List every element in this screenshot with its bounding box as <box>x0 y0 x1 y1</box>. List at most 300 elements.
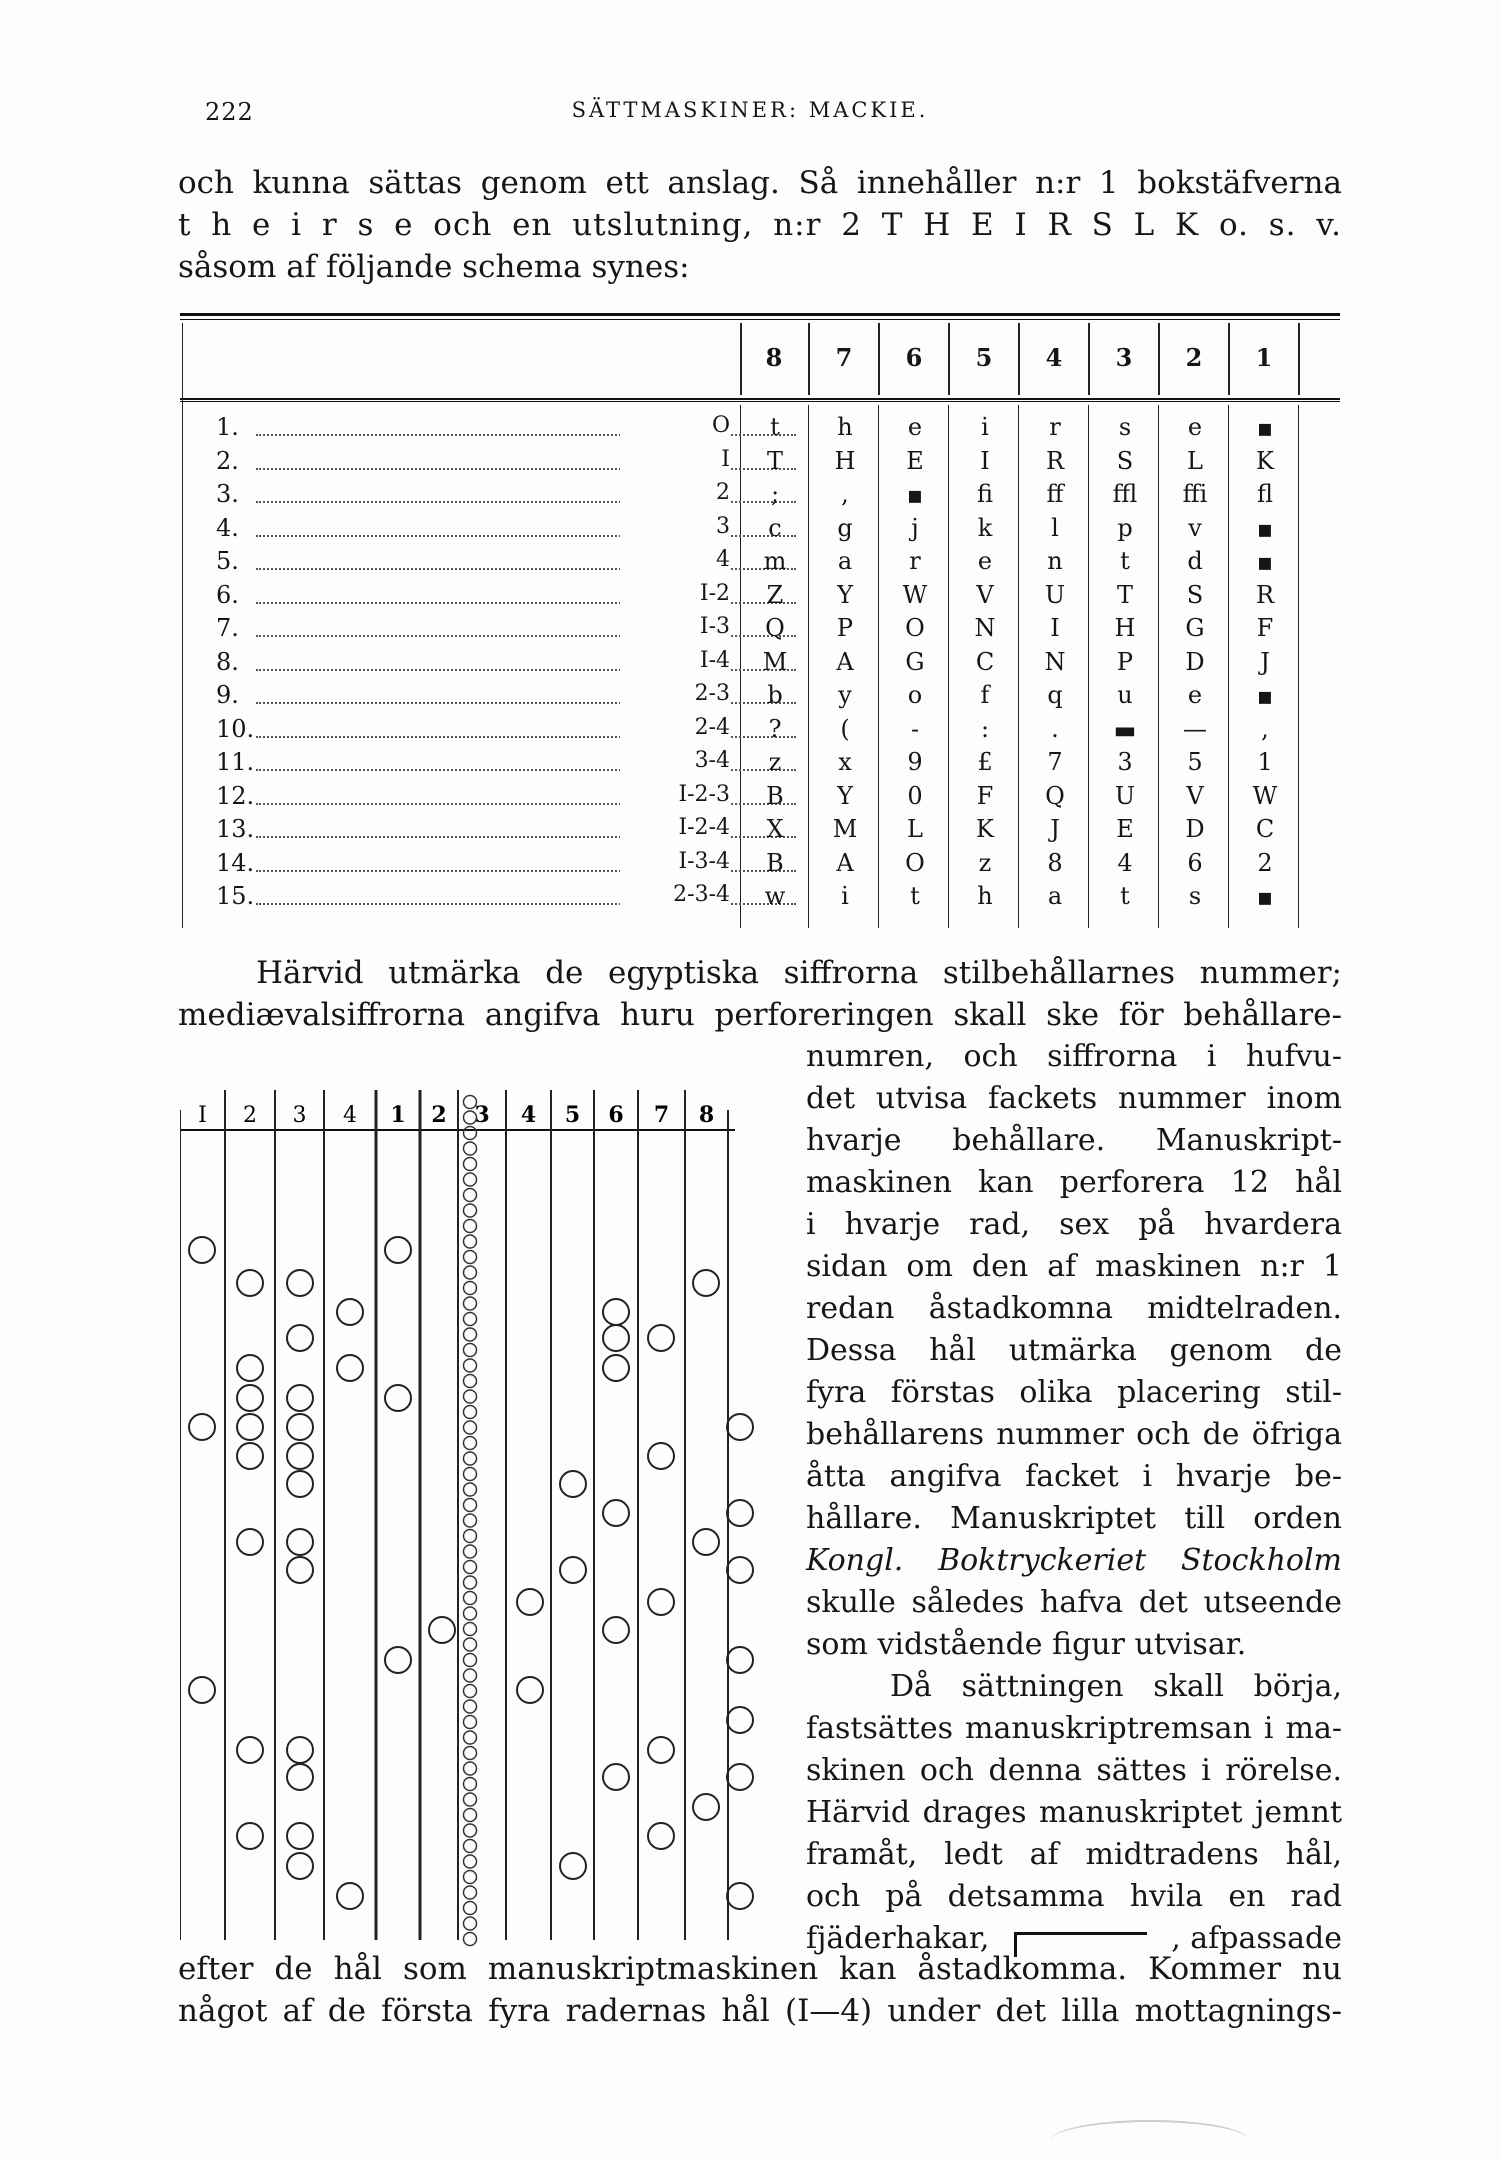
perforation-code: 3-4 <box>620 748 730 773</box>
table-cell: G <box>905 647 925 676</box>
table-cell: m <box>763 547 787 575</box>
table-column-header: 1 <box>1255 343 1273 372</box>
perforation-hole <box>385 1237 411 1263</box>
table-cell: 7 <box>1047 748 1063 776</box>
perforation-hole <box>693 1529 719 1555</box>
perforation-hole <box>517 1589 543 1615</box>
table-cell: i <box>841 882 849 910</box>
feed-hole <box>464 1840 477 1853</box>
table-cell: d <box>1187 547 1203 575</box>
table-cell: e <box>1187 413 1203 441</box>
side-line: skinen och denna sättes i rörelse. <box>806 1753 1342 1788</box>
feed-hole <box>464 1778 477 1791</box>
table-column-header: 2 <box>1185 343 1203 372</box>
table-cell: Q <box>1045 781 1065 810</box>
table-cell: s <box>1118 413 1132 441</box>
table-cell: P <box>836 614 854 642</box>
diagram-column-header: 7 <box>653 1102 670 1128</box>
table-cell: v <box>1188 513 1202 542</box>
row-number: 6. <box>216 580 239 609</box>
feed-hole <box>464 1359 477 1372</box>
feed-hole <box>464 1638 477 1651</box>
perforation-code: 2-3 <box>620 681 730 706</box>
feed-hole <box>464 1855 477 1868</box>
feed-hole <box>464 1468 477 1481</box>
table-row <box>180 748 1340 781</box>
diagram-column-header: 3 <box>474 1102 490 1128</box>
perforation-hole <box>727 1414 753 1440</box>
row-number: 11. <box>216 748 255 776</box>
table-cell: ffi <box>1182 480 1208 508</box>
feed-hole <box>464 1607 477 1620</box>
table-cell: R <box>1045 446 1065 475</box>
table-cell: y <box>838 681 852 709</box>
table-column-header: 6 <box>905 343 923 372</box>
side-line: och på detsamma hvila en rad <box>806 1879 1342 1914</box>
feed-hole <box>464 1731 477 1744</box>
feed-hole <box>464 1127 477 1140</box>
perforation-code: I-2 <box>620 581 730 606</box>
diagram-column-header: 8 <box>698 1102 715 1128</box>
table-cell: fl <box>1256 480 1273 508</box>
side-line: skulle således hafva det utseende <box>806 1585 1342 1620</box>
diagram-column-header: 1 <box>390 1102 406 1128</box>
perforation-code: I-2-4 <box>620 815 730 840</box>
table-cell: 1 <box>1257 748 1273 776</box>
table-column-header: 5 <box>975 343 993 372</box>
diagram-column-header: 2 <box>243 1103 257 1128</box>
table-column-header: 3 <box>1115 343 1133 372</box>
table-cell: . <box>1051 714 1059 743</box>
feed-hole <box>464 1499 477 1512</box>
feed-hole <box>464 1235 477 1248</box>
feed-hole <box>464 1220 477 1233</box>
table-cell: B <box>766 848 784 877</box>
table-cell: ▪ <box>906 480 924 509</box>
table-cell: 8 <box>1047 848 1063 877</box>
table-cell: r <box>1049 413 1061 441</box>
perforation-hole <box>237 1737 263 1763</box>
diagram-column-header: 4 <box>343 1103 357 1128</box>
table-cell: Z <box>766 580 784 609</box>
table-cell: fi <box>976 480 993 508</box>
row-number: 10. <box>216 714 255 743</box>
table-cell: o <box>907 681 923 709</box>
perforation-hole <box>237 1529 263 1555</box>
table-cell: X <box>766 815 784 843</box>
perforation-hole <box>727 1764 753 1790</box>
table-cell: S <box>1116 446 1134 475</box>
table-cell: W <box>902 580 928 609</box>
table-cell: ▪ <box>1256 413 1274 442</box>
table-cell: , <box>1261 714 1269 743</box>
perforation-hole <box>727 1647 753 1673</box>
table-cell: e <box>977 547 993 575</box>
table-cell: V <box>1186 781 1204 810</box>
row-number: 7. <box>216 614 239 642</box>
feed-hole <box>464 1437 477 1450</box>
row-number: 9. <box>216 681 239 709</box>
perforation-code: I-2-3 <box>620 782 730 807</box>
table-cell: D <box>1185 647 1205 676</box>
table-column-header: 4 <box>1045 343 1063 372</box>
table-cell: K <box>1256 446 1274 475</box>
table-cell: D <box>1185 815 1205 843</box>
feed-hole <box>464 1204 477 1217</box>
row-number: 1. <box>216 413 239 441</box>
diagram-column-header: 3 <box>292 1103 307 1128</box>
table-row <box>180 849 1340 882</box>
table-cell: 6 <box>1187 848 1203 877</box>
intro-line: och kunna sättas genom ett anslag. Så innehåller n:r 1 bokstäfverna <box>178 165 1342 201</box>
perforation-hole <box>603 1325 629 1351</box>
table-column-header: 8 <box>765 343 783 372</box>
perforation-hole <box>560 1853 586 1879</box>
table-cell: O <box>905 848 925 877</box>
table-cell: C <box>1255 815 1275 843</box>
row-number: 13. <box>216 815 255 843</box>
table-cell: h <box>977 882 993 910</box>
body-line: Härvid utmärka de egyptiska siffrorna stilbehållarnes nummer; <box>256 955 1342 991</box>
body-paragraph-1 <box>178 952 1342 1036</box>
feed-hole <box>464 1824 477 1837</box>
table-row <box>180 480 1340 513</box>
side-line: fastsättes manuskriptremsan i ma- <box>806 1711 1342 1746</box>
table-cell: k <box>977 513 993 542</box>
table-cell: G <box>1185 614 1205 642</box>
feed-hole <box>464 1142 477 1155</box>
table-row <box>180 581 1340 614</box>
perforation-code: O <box>620 413 730 438</box>
table-cell: z <box>978 848 992 877</box>
table-cell: 4 <box>1117 848 1133 877</box>
perforation-hole <box>237 1270 263 1296</box>
table-cell: n <box>1047 547 1063 575</box>
perforation-hole <box>648 1325 674 1351</box>
feed-hole <box>464 1452 477 1465</box>
perforation-code: I-4 <box>620 648 730 673</box>
table-cell: F <box>1256 614 1274 642</box>
side-text-column <box>806 1036 1342 1960</box>
feed-hole <box>464 1576 477 1589</box>
table-cell: I <box>1050 614 1060 642</box>
table-cell: t <box>770 413 780 441</box>
letter-schema-table <box>180 313 1340 933</box>
feed-hole <box>464 1700 477 1713</box>
row-number: 15. <box>216 882 255 910</box>
diagram-column-header: I <box>198 1103 207 1128</box>
perforation-hole <box>727 1707 753 1733</box>
perforation-hole <box>385 1647 411 1673</box>
table-row <box>180 447 1340 480</box>
table-cell: ▪ <box>1256 681 1274 710</box>
table-cell: 3 <box>1117 748 1133 776</box>
diagram-column-header: 5 <box>564 1102 581 1128</box>
table-cell: E <box>1116 815 1134 843</box>
table-row <box>180 882 1340 915</box>
table-cell: ? <box>768 714 782 743</box>
perforation-hole <box>603 1299 629 1325</box>
table-cell: P <box>1116 647 1134 676</box>
perforation-hole <box>287 1853 313 1879</box>
perforation-hole <box>287 1385 313 1411</box>
feed-hole <box>464 1685 477 1698</box>
feed-hole <box>464 1375 477 1388</box>
perforation-hole <box>287 1443 313 1469</box>
table-cell: z <box>768 748 782 776</box>
row-number: 3. <box>216 480 239 508</box>
feed-hole <box>464 1390 477 1403</box>
table-cell: Q <box>765 614 785 642</box>
row-number: 4. <box>216 513 239 542</box>
perforation-code: I-3 <box>620 614 730 639</box>
manuscript-tape-diagram <box>180 1090 760 1950</box>
perforation-hole <box>603 1500 629 1526</box>
side-line-part: fjäderhakar, <box>806 1921 990 1957</box>
feed-hole <box>464 1654 477 1667</box>
side-line: framåt, ledt af midtradens hål, <box>806 1837 1342 1872</box>
table-cell: b <box>767 681 783 709</box>
side-line: Dessa hål utmärka genom de <box>806 1333 1342 1368</box>
table-cell: 2 <box>1257 848 1273 877</box>
feed-hole <box>464 1158 477 1171</box>
perforation-hole <box>429 1617 455 1643</box>
table-column-header: 7 <box>835 343 853 372</box>
feed-hole <box>464 1545 477 1558</box>
table-cell: a <box>837 547 853 575</box>
perforation-hole <box>237 1823 263 1849</box>
side-line: i hvarje rad, sex på hvardera <box>806 1207 1342 1242</box>
table-row <box>180 681 1340 714</box>
feed-hole <box>464 1173 477 1186</box>
side-line: maskinen kan perforera 12 hål <box>806 1165 1342 1200</box>
table-cell: ▪ <box>1256 882 1274 911</box>
page-number: 222 <box>205 98 254 126</box>
table-cell: ( <box>840 714 850 743</box>
table-cell: g <box>837 513 853 542</box>
side-line: redan åstadkomna midtelraden. <box>806 1291 1342 1326</box>
table-cell: T <box>1116 580 1133 609</box>
perforation-hole <box>287 1270 313 1296</box>
table-cell: T <box>766 446 783 475</box>
row-number: 8. <box>216 647 239 676</box>
table-cell: a <box>1047 882 1063 910</box>
feed-hole <box>464 1809 477 1822</box>
table-row <box>180 815 1340 848</box>
side-line: hvarje behållare. Manuskript- <box>806 1123 1342 1158</box>
row-number: 14. <box>216 848 255 877</box>
table-cell: W <box>1252 781 1278 810</box>
table-cell: 9 <box>907 748 923 776</box>
table-cell: r <box>909 547 921 575</box>
perforation-hole <box>560 1557 586 1583</box>
intro-line: t h e i r s e och en utslutning, n:r 2 T H E I R S L K o. s. v. <box>178 207 1342 243</box>
body-line: efter de hål som manuskriptmaskinen kan åstadkomma. Kommer nu <box>178 1951 1342 1987</box>
row-number: 12. <box>216 781 255 810</box>
side-line: behållarens nummer och de öfriga <box>806 1417 1342 1452</box>
side-line: det utvisa fackets nummer inom <box>806 1081 1342 1116</box>
table-cell: e <box>907 413 923 441</box>
perforation-code: I-3-4 <box>620 849 730 874</box>
table-cell: t <box>910 882 920 910</box>
table-cell: Y <box>837 580 853 609</box>
table-cell: q <box>1047 681 1063 709</box>
table-cell: h <box>837 413 853 441</box>
row-number: 2. <box>216 446 239 475</box>
feed-hole <box>464 1313 477 1326</box>
side-line: som vidstående figur utvisar. <box>806 1627 1247 1662</box>
perforation-hole <box>287 1557 313 1583</box>
feed-hole <box>464 1623 477 1636</box>
feed-hole <box>464 1716 477 1729</box>
side-line: fyra förstas olika placering stil- <box>806 1375 1342 1410</box>
table-cell: M <box>832 815 858 843</box>
perforation-hole <box>287 1325 313 1351</box>
table-cell: B <box>766 781 784 810</box>
intro-paragraph <box>178 162 1342 288</box>
table-cell: t <box>1120 547 1130 575</box>
table-cell: t <box>1120 882 1130 910</box>
perforation-hole <box>189 1677 215 1703</box>
table-cell: K <box>976 815 994 843</box>
perforation-hole <box>287 1471 313 1497</box>
table-cell: - <box>910 714 920 743</box>
feed-hole <box>464 1297 477 1310</box>
feed-hole <box>464 1530 477 1543</box>
feed-hole <box>464 1933 477 1946</box>
table-cell: p <box>1117 513 1133 542</box>
feed-hole <box>464 1561 477 1574</box>
perforation-hole <box>337 1883 363 1909</box>
perforation-hole <box>648 1823 674 1849</box>
table-row <box>180 514 1340 547</box>
table-cell: H <box>1114 614 1136 642</box>
perforation-hole <box>693 1794 719 1820</box>
perforation-hole <box>603 1617 629 1643</box>
perforation-hole <box>189 1237 215 1263</box>
table-cell: R <box>1255 580 1275 609</box>
side-line-part: , afpassade <box>1171 1921 1342 1957</box>
table-cell: C <box>975 647 995 676</box>
print-stain <box>1050 2120 1250 2162</box>
table-cell: ; <box>770 480 780 508</box>
table-cell: E <box>906 446 924 475</box>
feed-hole <box>464 1669 477 1682</box>
table-row <box>180 648 1340 681</box>
diagram-column-header: 6 <box>608 1102 624 1128</box>
table-row <box>180 614 1340 647</box>
feed-hole <box>464 1406 477 1419</box>
perforation-hole <box>237 1443 263 1469</box>
table-cell: £ <box>977 748 993 776</box>
perforation-hole <box>287 1414 313 1440</box>
feed-hole <box>464 1902 477 1915</box>
feed-hole <box>464 1793 477 1806</box>
table-cell: L <box>907 815 923 843</box>
perforation-hole <box>337 1355 363 1381</box>
perforation-code: 2 <box>620 480 730 505</box>
diagram-column-header: 4 <box>520 1102 537 1128</box>
feed-hole <box>464 1592 477 1605</box>
table-cell: Y <box>837 781 853 810</box>
table-cell: A <box>836 647 854 676</box>
table-cell: 0 <box>907 781 923 810</box>
perforation-hole <box>337 1299 363 1325</box>
table-cell: I <box>980 446 990 475</box>
table-cell: U <box>1044 580 1066 609</box>
feed-hole <box>464 1251 477 1264</box>
table-cell: J <box>1050 815 1060 843</box>
feed-hole <box>464 1762 477 1775</box>
table-cell: c <box>768 513 782 542</box>
table-cell: s <box>1188 882 1202 910</box>
perforation-hole <box>287 1823 313 1849</box>
table-cell: , <box>841 480 849 508</box>
perforation-hole <box>287 1529 313 1555</box>
table-cell: w <box>764 882 786 910</box>
body-line: mediævalsiffrorna angifva huru perforeringen skall ske för behållare- <box>178 997 1342 1033</box>
side-line: hållare. Manuskriptet till orden <box>806 1501 1342 1536</box>
feed-hole <box>464 1514 477 1527</box>
side-line: åtta angifva facket i hvarje be- <box>806 1459 1342 1494</box>
perforation-hole <box>693 1270 719 1296</box>
feed-hole <box>464 1483 477 1496</box>
perforation-hole <box>727 1883 753 1909</box>
perforation-hole <box>648 1737 674 1763</box>
running-head: SÄTTMASKINER: MACKIE. <box>571 98 929 122</box>
perforation-hole <box>727 1500 753 1526</box>
row-number: 5. <box>216 547 239 575</box>
perforation-hole <box>287 1737 313 1763</box>
side-line: numren, och siffrorna i hufvu- <box>806 1039 1342 1074</box>
table-cell: l <box>1051 513 1059 542</box>
table-cell: L <box>1187 446 1203 475</box>
table-cell: ffl <box>1112 480 1138 508</box>
intro-line: såsom af följande schema synes: <box>178 249 690 285</box>
perforation-code: 2-3-4 <box>620 882 730 907</box>
perforation-hole <box>237 1385 263 1411</box>
table-cell: i <box>981 413 989 441</box>
table-cell: ▪ <box>1256 547 1274 576</box>
perforation-code: 3 <box>620 514 730 539</box>
table-row <box>180 782 1340 815</box>
table-row <box>180 715 1340 748</box>
feed-hole <box>464 1917 477 1930</box>
side-line: Då sättningen skall börja, <box>890 1669 1342 1704</box>
table-cell: : <box>980 714 990 743</box>
perforation-hole <box>560 1471 586 1497</box>
perforation-code: 4 <box>620 547 730 572</box>
diagram-column-header: 2 <box>431 1102 447 1128</box>
perforation-hole <box>189 1414 215 1440</box>
table-cell: J <box>1260 647 1270 676</box>
body-line: något af de första fyra radernas hål (I—4) under det lilla mottagnings- <box>178 1993 1342 2029</box>
table-cell: V <box>976 580 994 609</box>
perforation-code: I <box>620 447 730 472</box>
feed-hole <box>464 1871 477 1884</box>
perforation-hole <box>648 1443 674 1469</box>
table-row <box>180 413 1340 446</box>
table-cell: N <box>974 614 996 642</box>
feed-hole <box>464 1266 477 1279</box>
feed-hole <box>464 1344 477 1357</box>
table-cell: — <box>1183 714 1207 743</box>
feed-hole <box>464 1421 477 1434</box>
side-line-italic: Kongl. Boktryckeriet Stockholm <box>806 1543 1342 1578</box>
table-cell: H <box>834 446 856 475</box>
table-cell: j <box>911 513 919 542</box>
table-cell: U <box>1114 781 1136 810</box>
